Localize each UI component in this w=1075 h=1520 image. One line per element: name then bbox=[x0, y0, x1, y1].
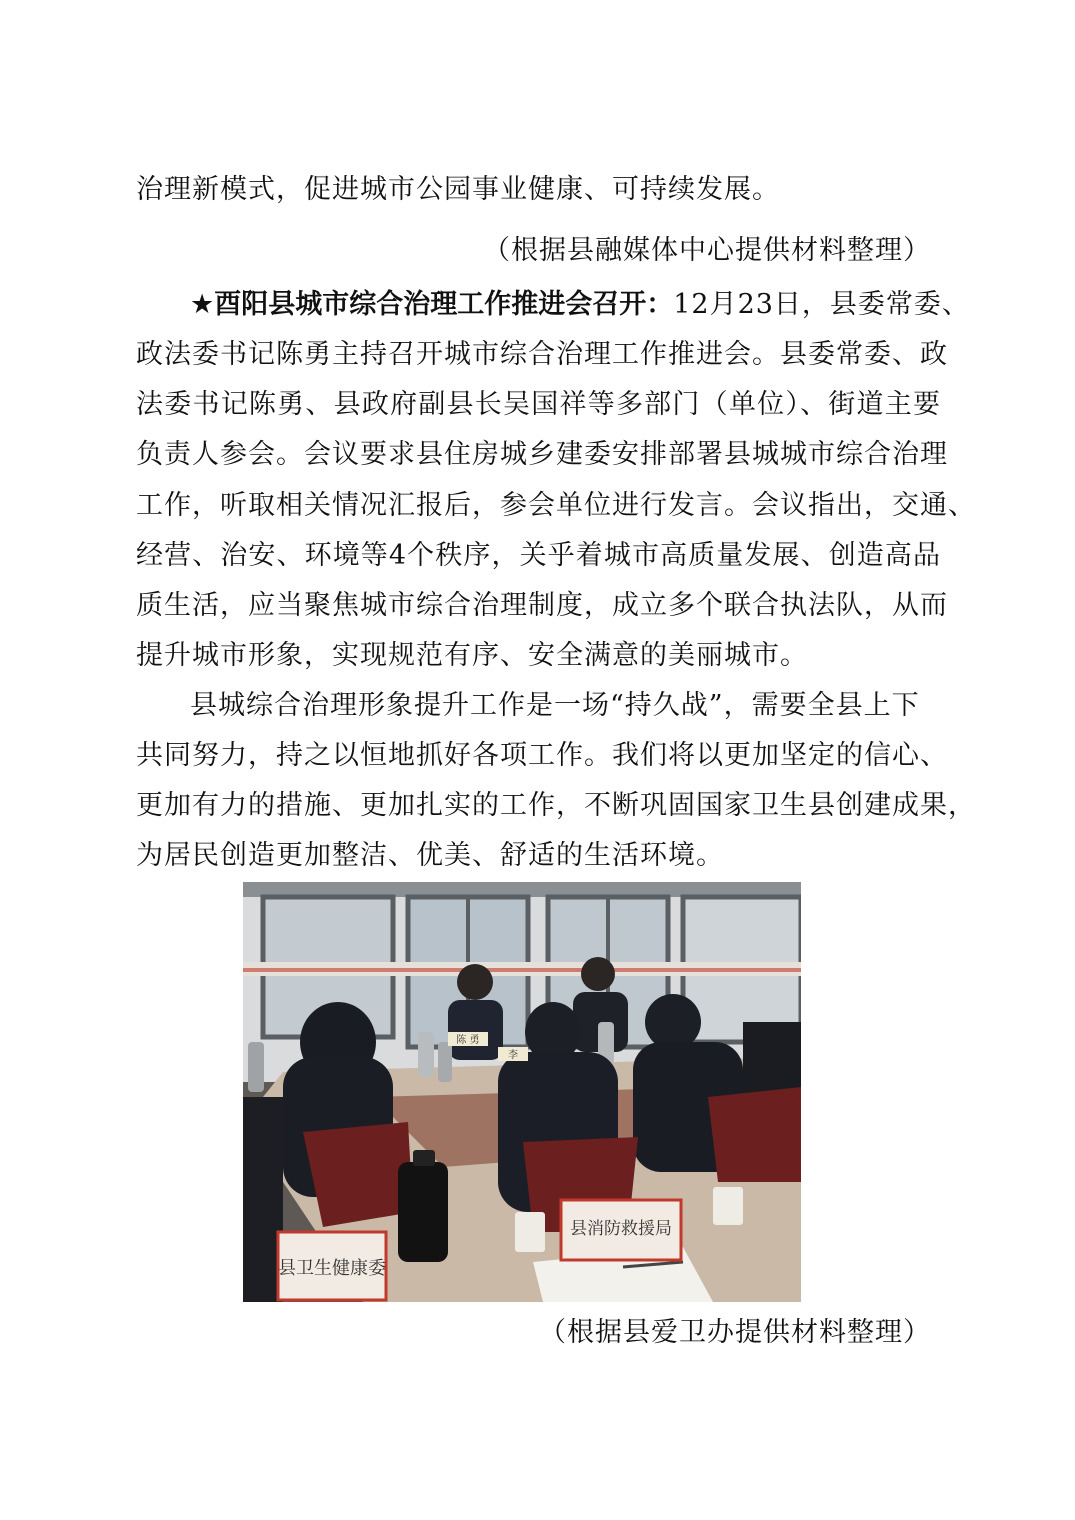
news-line: 法委书记陈勇、县政府副县长吴国祥等多部门（单位）、街道主要 bbox=[136, 389, 941, 420]
summary-line: 县城综合治理形象提升工作是一场“持久战”，需要全县上下 bbox=[190, 690, 920, 721]
summary-line: 为居民创造更加整洁、优美、舒适的生活环境。 bbox=[136, 840, 724, 871]
nameplate-left-text: 李 bbox=[508, 1050, 518, 1061]
sign-left-text: 县卫生健康委 bbox=[278, 1258, 386, 1279]
news-line: 经营、治安、环境等4个秩序，关乎着城市高质量发展、创造高品 bbox=[136, 540, 941, 571]
sign-middle-text: 县消防救援局 bbox=[570, 1219, 672, 1239]
news-first-line bbox=[190, 285, 970, 325]
meeting-photo bbox=[243, 882, 801, 1302]
paragraph-tail: 治理新模式，促进城市公园事业健康、可持续发展。 bbox=[136, 174, 780, 205]
news-line: 负责人参会。会议要求县住房城乡建委安排部署县城城市综合治理 bbox=[136, 439, 948, 470]
nameplate-center-text: 陈 勇 bbox=[456, 1035, 480, 1046]
source-note: （根据县爱卫办提供材料整理） bbox=[539, 1317, 931, 1348]
news-line: 政法委书记陈勇主持召开城市综合治理工作推进会。县委常委、政 bbox=[136, 339, 948, 370]
news-line: 质生活，应当聚焦城市综合治理制度，成立多个联合执法队，从而 bbox=[136, 590, 948, 621]
news-line: 12月23日，县委常委、 bbox=[673, 289, 970, 320]
news-line: 提升城市形象，实现规范有序、安全满意的美丽城市。 bbox=[136, 640, 808, 671]
summary-line: 共同努力，持之以恒地抓好各项工作。我们将以更加坚定的信心、 bbox=[136, 740, 948, 771]
news-headline: ★酉阳县城市综合治理工作推进会召开： bbox=[190, 289, 674, 320]
source-note: （根据县融媒体中心提供材料整理） bbox=[483, 235, 931, 266]
news-line: 工作，听取相关情况汇报后，参会单位进行发言。会议指出，交通、 bbox=[136, 490, 976, 521]
summary-line: 更加有力的措施、更加扎实的工作，不断巩固国家卫生县创建成果， bbox=[136, 790, 976, 821]
